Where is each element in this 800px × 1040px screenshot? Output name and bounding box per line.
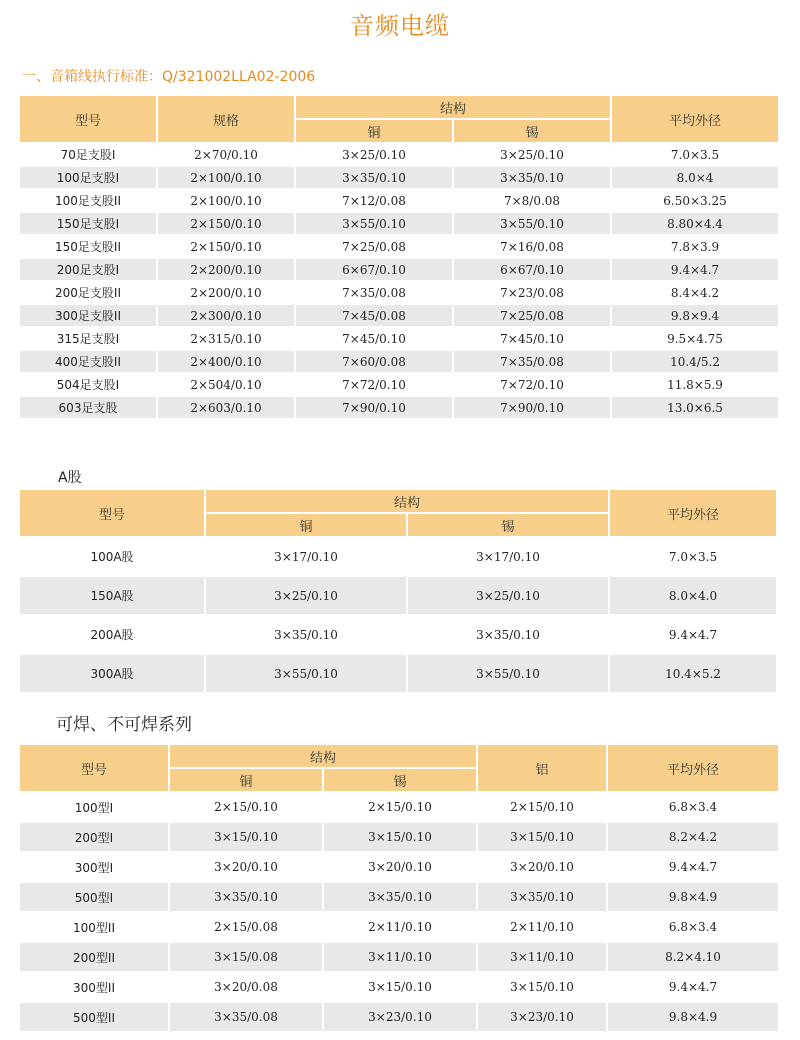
- table-row: [20, 616, 776, 653]
- table-cell: 3×25/0.10: [296, 144, 452, 165]
- header-diameter: 平均外径: [608, 745, 778, 791]
- table-row: [20, 167, 778, 188]
- table-cell: 3×35/0.10: [408, 616, 608, 653]
- table-cell: 3×15/0.10: [478, 973, 606, 1001]
- table-cell: 6×67/0.10: [454, 259, 610, 280]
- table-cell: 2×15/0.10: [170, 793, 322, 821]
- table-cell: 2×11/0.10: [478, 913, 606, 941]
- table-cell: 7×45/0.08: [296, 305, 452, 326]
- table-cell: 3×15/0.10: [324, 973, 476, 1001]
- table-cell: 3×25/0.10: [408, 577, 608, 614]
- table-row: [20, 913, 778, 941]
- table-cell: 7×60/0.08: [296, 351, 452, 372]
- model-cell: 500型I: [20, 883, 168, 911]
- model-cell: 300型II: [20, 973, 168, 1001]
- header-tin: 锡: [454, 120, 610, 142]
- table-cell: 3×15/0.10: [324, 823, 476, 851]
- table-cell: 3×11/0.10: [324, 943, 476, 971]
- table-cell: 7×45/0.10: [296, 328, 452, 349]
- table-row: [20, 190, 778, 211]
- table-row: [20, 328, 778, 349]
- table-row: [20, 305, 778, 326]
- table-cell: 8.80×4.4: [612, 213, 778, 234]
- table-row: [20, 259, 778, 280]
- table-cell: 7×35/0.08: [454, 351, 610, 372]
- model-cell: 300足支股II: [20, 305, 156, 326]
- table-cell: 9.8×4.9: [608, 1003, 778, 1031]
- table-cell: 3×23/0.10: [478, 1003, 606, 1031]
- table-cell: 10.4/5.2: [612, 351, 778, 372]
- model-cell: 150足支股I: [20, 213, 156, 234]
- table-cell: 2×15/0.08: [170, 913, 322, 941]
- header-copper: 铜: [170, 769, 322, 791]
- speaker-cable-rows: [20, 144, 778, 418]
- table-cell: 11.8×5.9: [612, 374, 778, 395]
- table-row: [20, 538, 776, 575]
- model-cell: 100足支股II: [20, 190, 156, 211]
- table-cell: 7×12/0.08: [296, 190, 452, 211]
- table-cell: 9.8×9.4: [612, 305, 778, 326]
- header-structure: 结构: [206, 490, 608, 512]
- table-cell: 3×35/0.10: [296, 167, 452, 188]
- table-row: [20, 236, 778, 257]
- header-structure: 结构: [170, 745, 476, 767]
- table-cell: 7×25/0.08: [454, 305, 610, 326]
- a-strand-table: [18, 488, 778, 694]
- table-cell: 3×35/0.10: [324, 883, 476, 911]
- table-row: [20, 282, 778, 303]
- section1-heading: 一、音箱线执行标准：Q/321002LLA02-2006: [22, 69, 316, 85]
- table-cell: 3×25/0.10: [206, 577, 406, 614]
- model-cell: 100A股: [20, 538, 204, 575]
- table-cell: 8.2×4.10: [608, 943, 778, 971]
- model-cell: 200型I: [20, 823, 168, 851]
- section2-heading: A股: [58, 470, 82, 486]
- model-cell: 200足支股I: [20, 259, 156, 280]
- table-row: [20, 374, 778, 395]
- table-row: [20, 577, 776, 614]
- model-cell: 200型II: [20, 943, 168, 971]
- header-spec: 规格: [158, 96, 294, 142]
- table-cell: 6×67/0.10: [296, 259, 452, 280]
- table-cell: 7.0×3.5: [610, 538, 776, 575]
- table-cell: 3×20/0.10: [324, 853, 476, 881]
- table-cell: 9.4×4.7: [612, 259, 778, 280]
- model-cell: 300型I: [20, 853, 168, 881]
- header-diameter: 平均外径: [610, 490, 776, 536]
- table-cell: 3×20/0.10: [478, 853, 606, 881]
- page-title: 音频电缆: [350, 12, 450, 40]
- table-row: [20, 793, 778, 821]
- table-cell: 3×25/0.10: [454, 144, 610, 165]
- header-model: 型号: [20, 745, 168, 791]
- solderable-series-table: [18, 743, 780, 1033]
- table-row: [20, 213, 778, 234]
- table-cell: 2×150/0.10: [158, 213, 294, 234]
- table-cell: 3×35/0.10: [170, 883, 322, 911]
- table-cell: 2×603/0.10: [158, 397, 294, 418]
- solderable-series-rows: [20, 793, 778, 1031]
- table-row: [20, 655, 776, 692]
- table-cell: 3×15/0.10: [170, 823, 322, 851]
- header-model: 型号: [20, 490, 204, 536]
- table-cell: 3×35/0.10: [206, 616, 406, 653]
- table-cell: 7×25/0.08: [296, 236, 452, 257]
- table-cell: 7×45/0.10: [454, 328, 610, 349]
- table-cell: 3×55/0.10: [408, 655, 608, 692]
- table-cell: 10.4×5.2: [610, 655, 776, 692]
- model-cell: 100型I: [20, 793, 168, 821]
- model-cell: 200足支股II: [20, 282, 156, 303]
- table-cell: 7×35/0.08: [296, 282, 452, 303]
- table-cell: 3×20/0.10: [170, 853, 322, 881]
- table-cell: 7×72/0.10: [454, 374, 610, 395]
- table-cell: 2×150/0.10: [158, 236, 294, 257]
- header-model: 型号: [20, 96, 156, 142]
- table-cell: 3×55/0.10: [206, 655, 406, 692]
- speaker-cable-table: [18, 94, 780, 420]
- table-row: [20, 853, 778, 881]
- table-cell: 2×200/0.10: [158, 282, 294, 303]
- table-cell: 3×35/0.10: [478, 883, 606, 911]
- header-tin: 锡: [324, 769, 476, 791]
- table-cell: 3×11/0.10: [478, 943, 606, 971]
- table-cell: 6.8×3.4: [608, 913, 778, 941]
- table-cell: 7×8/0.08: [454, 190, 610, 211]
- table-cell: 3×15/0.08: [170, 943, 322, 971]
- model-cell: 400足支股II: [20, 351, 156, 372]
- table-cell: 3×17/0.10: [408, 538, 608, 575]
- table-cell: 7×90/0.10: [296, 397, 452, 418]
- table-cell: 8.0×4.0: [610, 577, 776, 614]
- header-copper: 铜: [206, 514, 406, 536]
- table-cell: 2×100/0.10: [158, 167, 294, 188]
- table-row: [20, 397, 778, 418]
- table-row: [20, 823, 778, 851]
- table-row: [20, 1003, 778, 1031]
- model-cell: 100足支股I: [20, 167, 156, 188]
- table-cell: 2×200/0.10: [158, 259, 294, 280]
- model-cell: 150足支股II: [20, 236, 156, 257]
- table-row: [20, 973, 778, 1001]
- table-cell: 13.0×6.5: [612, 397, 778, 418]
- header-structure: 结构: [296, 96, 610, 118]
- table-cell: 7.0×3.5: [612, 144, 778, 165]
- header-aluminum: 铝: [478, 745, 606, 791]
- model-cell: 300A股: [20, 655, 204, 692]
- table-cell: 2×315/0.10: [158, 328, 294, 349]
- table-cell: 3×55/0.10: [296, 213, 452, 234]
- model-cell: 504足支股I: [20, 374, 156, 395]
- table-cell: 8.2×4.2: [608, 823, 778, 851]
- model-cell: 70足支股I: [20, 144, 156, 165]
- table-cell: 7×16/0.08: [454, 236, 610, 257]
- section3-heading: 可焊、不可焊系列: [56, 715, 192, 735]
- table-cell: 6.50×3.25: [612, 190, 778, 211]
- table-cell: 2×100/0.10: [158, 190, 294, 211]
- table-cell: 3×15/0.10: [478, 823, 606, 851]
- a-strand-rows: [20, 538, 776, 692]
- model-cell: 315足支股I: [20, 328, 156, 349]
- model-cell: 200A股: [20, 616, 204, 653]
- table-cell: 2×504/0.10: [158, 374, 294, 395]
- table-cell: 3×20/0.08: [170, 973, 322, 1001]
- table-cell: 3×17/0.10: [206, 538, 406, 575]
- model-cell: 603足支股: [20, 397, 156, 418]
- model-cell: 150A股: [20, 577, 204, 614]
- header-diameter: 平均外径: [612, 96, 778, 142]
- table-row: [20, 883, 778, 911]
- table-cell: 3×23/0.10: [324, 1003, 476, 1031]
- table-cell: 8.0×4: [612, 167, 778, 188]
- table-cell: 8.4×4.2: [612, 282, 778, 303]
- table-cell: 9.4×4.7: [608, 853, 778, 881]
- table-cell: 7×23/0.08: [454, 282, 610, 303]
- header-copper: 铜: [296, 120, 452, 142]
- table-cell: 2×15/0.10: [478, 793, 606, 821]
- model-cell: 500型II: [20, 1003, 168, 1031]
- table-row: [20, 351, 778, 372]
- table-row: [20, 144, 778, 165]
- table-cell: 9.4×4.7: [610, 616, 776, 653]
- table-cell: 2×15/0.10: [324, 793, 476, 821]
- table-cell: 7.8×3.9: [612, 236, 778, 257]
- table-cell: 2×70/0.10: [158, 144, 294, 165]
- table-cell: 9.4×4.7: [608, 973, 778, 1001]
- header-tin: 锡: [408, 514, 608, 536]
- table-cell: 6.8×3.4: [608, 793, 778, 821]
- table-cell: 2×300/0.10: [158, 305, 294, 326]
- table-cell: 2×11/0.10: [324, 913, 476, 941]
- table-cell: 2×400/0.10: [158, 351, 294, 372]
- table-cell: 7×90/0.10: [454, 397, 610, 418]
- table-cell: 9.8×4.9: [608, 883, 778, 911]
- table-cell: 7×72/0.10: [296, 374, 452, 395]
- table-row: [20, 943, 778, 971]
- table-cell: 3×35/0.10: [454, 167, 610, 188]
- table-cell: 3×35/0.08: [170, 1003, 322, 1031]
- table-cell: 3×55/0.10: [454, 213, 610, 234]
- model-cell: 100型II: [20, 913, 168, 941]
- table-cell: 9.5×4.75: [612, 328, 778, 349]
